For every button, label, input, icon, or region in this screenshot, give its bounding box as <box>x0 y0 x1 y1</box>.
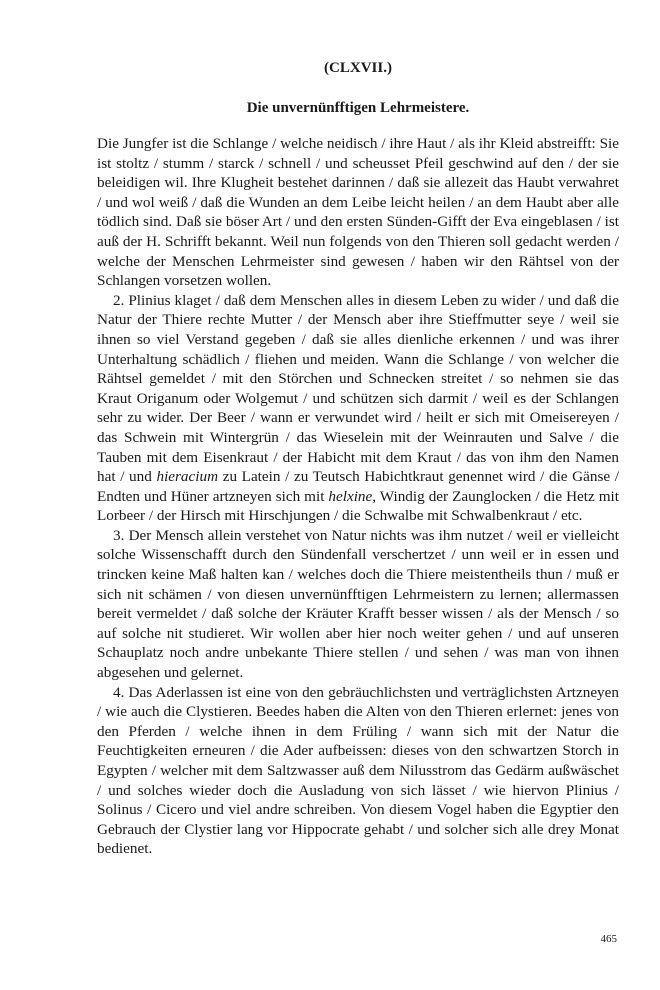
paragraph <box>97 291 619 526</box>
paragraph <box>97 526 619 683</box>
paragraph-text: Die Jungfer ist die Schlange / welche neidisch / ihre Haut / als ihr Kleid abstreifft: Sie ist stoltz / stumm / starck / schnell / und scheusset Pfeil geschwind auf den / der sie beleidigen wil. Ihre Klugheit bestehet darinnen / daß sie allezeit das Haubt verwahret / und wol weiß / daß die Wunden an dem Leibe leicht heilen / an dem Haubt aber alle tödlich sind. Daß sie böser Art / und den ersten Sünden-Gifft der Eva eingeblasen / ist auß der H. Schrifft bekannt. Weil nun folgends von den Thieren soll gedacht werden / welche der Menschen Lehrmeister sind gewesen / haben wir den Rähtsel von der Schlangen vorsetzen wollen. <box>97 135 619 290</box>
latin-term: hieracium <box>156 468 219 486</box>
paragraph-text: 3. Der Mensch allein verstehet von Natur nichts was ihm nutzet / weil er vielleicht solche Wissenschafft durch den Sündenfall verschertzet / unn weil er in essen und trincken keine Maß halten kan / welches doch die Thiere meistentheils thun / muß er sich nit schämen / von diesen unvernünfftigen Lehrmeistern zu lernen; allermassen bereit vermeldet / daß solche der Kräuter Krafft besser wissen / als der Mensch / so auf solche nit studieret. Wir wollen aber hier noch weiter gehen / und auf unseren Schauplatz noch andre unbekante Thiere stellen / und sehen / was man von ihnen abgesehen und gelernet. <box>97 526 619 682</box>
paragraph <box>97 683 619 859</box>
chapter-number: (CLXVII.) <box>324 60 392 76</box>
paragraph <box>97 134 619 291</box>
page-content <box>97 58 619 859</box>
paragraph-text: zu Latein / zu Teutsch Habichtkraut genennet wird / die Gänse / Endten und Hüner artzneyen sich mit <box>97 468 619 505</box>
paragraph-text: 2. Plinius klaget / daß dem Menschen alles in diesem Leben zu wider / und daß die Natur der Thiere rechte Mutter / der Mensch aber ihre Stieffmutter seye / weil sie ihnen so viel Verstand gegeben / daß sie alles dienliche erkennen / und was ihrer Unterhaltung schädlich / fliehen und meiden. Wann die Schlange / von welcher die Rähtsel gemeldet / mit den Störchen und Schnecken streitet / so nehmen sie das Kraut Origanum oder Wolgemut / und schützen sich darmit / weil es der Schlangen sehr zu wider. Der Beer / wann er verwundet wird / heilt er sich mit Omeisereyen / das Schwein mit Wintergrün / das Wieselein mit der Weinrauten und Salve / die Tauben mit dem Eisenkraut / der Habicht mit dem Kraut / das von ihm den Namen hat / und <box>97 291 619 486</box>
paragraph-text: Windig der Zaunglocken / die Hetz mit Lorbeer / der Hirsch mit Hirschjungen / die Schwalbe mit Schwalbenkraut / etc. <box>97 487 619 525</box>
page-number: 465 <box>600 933 617 945</box>
chapter-title: Die unvernünfftigen Lehrmeistere. <box>246 100 470 116</box>
latin-term: helxine, <box>328 487 377 505</box>
chapter-body <box>97 134 619 859</box>
paragraph-text: 4. Das Aderlassen ist eine von den gebräuchlichsten und verträglichsten Artzneyen / wie auch die Clystieren. Beedes haben die Alten von den Thieren erlernet: jenes von den Pferden / welche ihnen in dem Früling / wann sich mit der Natur die Feuchtigkeiten erneuren / die Ader aufbeissen: dieses von den schwartzen Storch in Egypten / welcher mit dem Saltzwasser auß dem Nilusstrom das Gedärm außwäschet / und solches wieder doch die Ausladung von sich lässet / wie hiervon Plinius / Solinus / Cicero und viel andre schreiben. Von diesem Vogel haben die Egyptier den Gebrauch der Clystier lang vor Hippocrate gehabt / und solcher sich alle drey Monat bedienet. <box>97 683 619 858</box>
